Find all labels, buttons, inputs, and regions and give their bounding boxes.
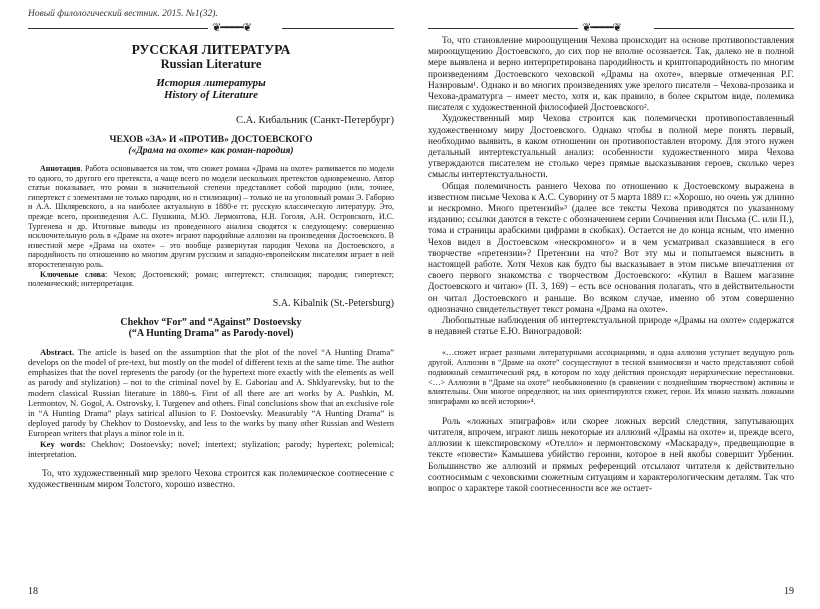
section-title-en: Russian Literature bbox=[160, 57, 262, 71]
keywords-en-label: Key words: bbox=[40, 438, 86, 449]
keywords-ru-label: Ключевые слова bbox=[40, 269, 105, 279]
abstract-en-label: Abstract. bbox=[40, 346, 75, 357]
abstract-en-text: The article is based on the assumption that the plot of the novel “A Hunting Drama” develops on the model of pre-text, but mostly on the model of different texts at the same time. The author emphasizes that the novel represents the parody (or the hypertext more exactly with the elements as well as parody and stylization) – not to the criminal novel by E. Gaboriau and A. Shklyarevsky, but to the modern classical Russian literature in 1880-s. First of all there are art works by A. Pushkin, M. Lermontov, N. Gogol, A. Ostrovsky, I. Turgenev and others. Final conclusions show that an exclusive role in “A Hunting Drama” plays satirical allusion to F. Dostoevsky. Measurably “A Hunting Drama” is deployed parody by Chekhov to Dostoevsky, and less to the works by many other Russian and Western European writers that plays a minor role in it. bbox=[28, 346, 394, 439]
article-title-en-line1: Chekhov “For” and “Against” Dostoevsky bbox=[120, 316, 302, 328]
body-paragraph: Художественный мир Чехова строится как полемически противопоставленный художественному миру Достоевского. Однако чтобы в полной мере понять первый, необходимо выявить, в каком отношении он противопоставлен второму. Для этого нужен детальный интертекстуальный анализ: особенности художественного мира Чехова утверждаются писателем не столько через прямые высказывания героев, сколько через смыслы интертекстуальности. bbox=[428, 114, 794, 181]
running-head: Новый филологический вестник. 2015. №1(32). bbox=[28, 9, 218, 19]
abstract-en bbox=[28, 347, 394, 439]
header-rule bbox=[654, 28, 794, 29]
page-number: 18 bbox=[28, 586, 38, 597]
article-title-ru-line2: («Драма на охоте» как роман-пародия) bbox=[128, 146, 294, 156]
header-rule bbox=[28, 28, 208, 29]
page-number: 19 bbox=[784, 586, 794, 597]
article-title-en-line2: (“A Hunting Drama” as Parody-novel) bbox=[128, 328, 294, 340]
abstract-ru bbox=[28, 164, 394, 270]
header-ornament-icon: ❦━━━━❦ bbox=[582, 22, 621, 34]
keywords-en-text: Chekhov; Dostoevsky; novel; intertext; stylization; parody; hypertext; polemical; interpretation. bbox=[28, 438, 394, 459]
subsection-title-en: History of Literature bbox=[163, 89, 259, 101]
body-paragraph: То, что художественный мир зрелого Чехова строится как полемическое соотнесение с художественным миром Толстого, хорошо известно. bbox=[28, 468, 394, 491]
abstract-ru-text: . Работа основывается на том, что сюжет романа «Драма на охоте» развивается по модели то одного, то другого его претекста, а чаще всего по модели нескольких претекстов одновременно. Автор статьи показывает, что роман в значительной степени представляет собой пародию (или, точнее, гипертекст с элементами не только пародии, но и стилизации) – только не на уголовный роман Э. Габорио и А.А. Шкляревского, а на наиболее актуальную в 1880-е гг. русскую классическую литературу. Это, прежде всего, произведения А.С. Пушкина, М.Ю. Лермонтова, Н.В. Гоголя, А.Н. Островского, И.С. Тургенева и др. Итоговые выводы из проведенного анализа сводятся к следующему: совершенно исключительную роль в «Драме на охоте» играют пародийные аллюзии на произведения Достоевского. В известной мере «Драма на охоте» – это вообще развернутая пародия Чехова на Достоевского, а пародийность по отношению ко многим другим русским и западно-европейским писателям играет в ней второстепенную роль. bbox=[28, 164, 394, 269]
abstract-ru-label: Аннотация bbox=[40, 164, 81, 173]
header-rule bbox=[428, 28, 578, 29]
subsection-title-ru: История литературы bbox=[156, 77, 266, 89]
right-page bbox=[410, 0, 820, 609]
section-title-ru: РУССКАЯ ЛИТЕРАТУРА bbox=[131, 42, 291, 57]
article-title-ru-line1: ЧЕХОВ «ЗА» И «ПРОТИВ» ДОСТОЕВСКОГО bbox=[109, 135, 313, 145]
block-quote: «…сюжет играет разными литературными ассоциациями, и одна аллюзия уступает ведущую роль другой. Аллюзии в “Драме на охоте” сосуществуют в тесной взаимосвязи и часто представляют собой подвижный семантический ряд, в котором по ходу действия происходят иерархические перестановки. <…> Аллюзии в “Драме на охоте” необыкновенно (в сравнении с позднейшим творчеством) активны и влиятельны. Они многое определяют, на них ориентируются сюжет, герои. Их можно назвать ложными эпиграфами ко всей истории»⁴. bbox=[428, 348, 794, 406]
keywords-en bbox=[28, 439, 394, 459]
body-paragraph: Любопытные наблюдения об интертекстуальной природе «Драмы на охоте» содержатся в недавней статье Е.Ю. Виноградовой: bbox=[428, 316, 794, 338]
author-ru: С.А. Кибальник (Санкт-Петербург) bbox=[236, 115, 394, 126]
keywords-ru bbox=[28, 270, 394, 289]
body-paragraph: То, что становление мироощущения Чехова происходит на основе противопоставления мироощущению Достоевского, до сих пор не вполне осознается. Так, далеко не в полной мере выявлена и верно интерпретирована пародийность и криптопародийность по многим произведениям Достоевского чеховской «Драмы на охоте», впервые отмеченная Р.Г. Назировым¹. Однако и во многих произведениях уже зрелого писателя – Чехова-прозаика и Чехова-драматурга – имеет место, хотя и, как правило, в более скрытом виде, полемика писателя с художественной философией Достоевского². bbox=[428, 36, 794, 114]
article-title-en bbox=[28, 317, 394, 340]
author-en: S.A. Kibalnik (St.-Petersburg) bbox=[272, 297, 394, 309]
body-paragraph: Роль «ложных эпиграфов» или скорее ложных версий следствия, запутывающих читателя, впрочем, играют лишь некоторые из аллюзий «Драмы на охоте» и, прежде всего, аллюзии к шекспировскому «Отелло» и лермонтовскому «Маскараду», предвещающие в тексте «повести» Камышева убийство героини, которое в ней якобы совершит Урбенин. Большинство же аллюзий и прямых референций отсылают читателя к действительно соотносимым с чеховскими сюжетным ситуациям и характерологическим деталям. Так что вопрос о характере такой соотнесенности все же остает- bbox=[428, 416, 794, 494]
article-title-ru bbox=[28, 135, 394, 157]
header-ornament-icon: ❦━━━━❦ bbox=[212, 22, 251, 34]
body-paragraph: Общая полемичность раннего Чехова по отношению к Достоевскому выражена в известном письме Чехова к А.С. Суворину от 5 марта 1889 г.: «Хорошо, но очень уж длинно и нескромно. Много претензий»³ (далее все тексты Чехова приводятся по указанному изданию; ссылки даются в тексте с обозначением серии Сочинения или Письма (С. или П.), тома и страницы арабскими цифрами в скобках). Остается не до конца ясным, что именно Чехов видел в Достоевском «нескромного» и в чем усматривал сказавшиеся в его творчестве «претензии»? Претензии на что? Вот эту мы и попытаемся выяснить в настоящей работе. Хотя Чехов как будто бы высказывает в этом письме впечатления от своего первого знакомства с творчеством Достоевского: «Купил в Вашем магазине Достоевского и читаю» (П. 3, 169) – есть все основания полагать, что в действительности он читал Достоевского и раньше. Во всяком случае, именно об этом совершенно однозначно свидетельствует текст романа «Драма на охоте». bbox=[428, 181, 794, 315]
header-rule bbox=[282, 28, 394, 29]
keywords-ru-text: : Чехов; Достоевский; роман; интертекст; стилизация; пародия; гипертекст; полемический; интерпретация. bbox=[28, 269, 395, 289]
